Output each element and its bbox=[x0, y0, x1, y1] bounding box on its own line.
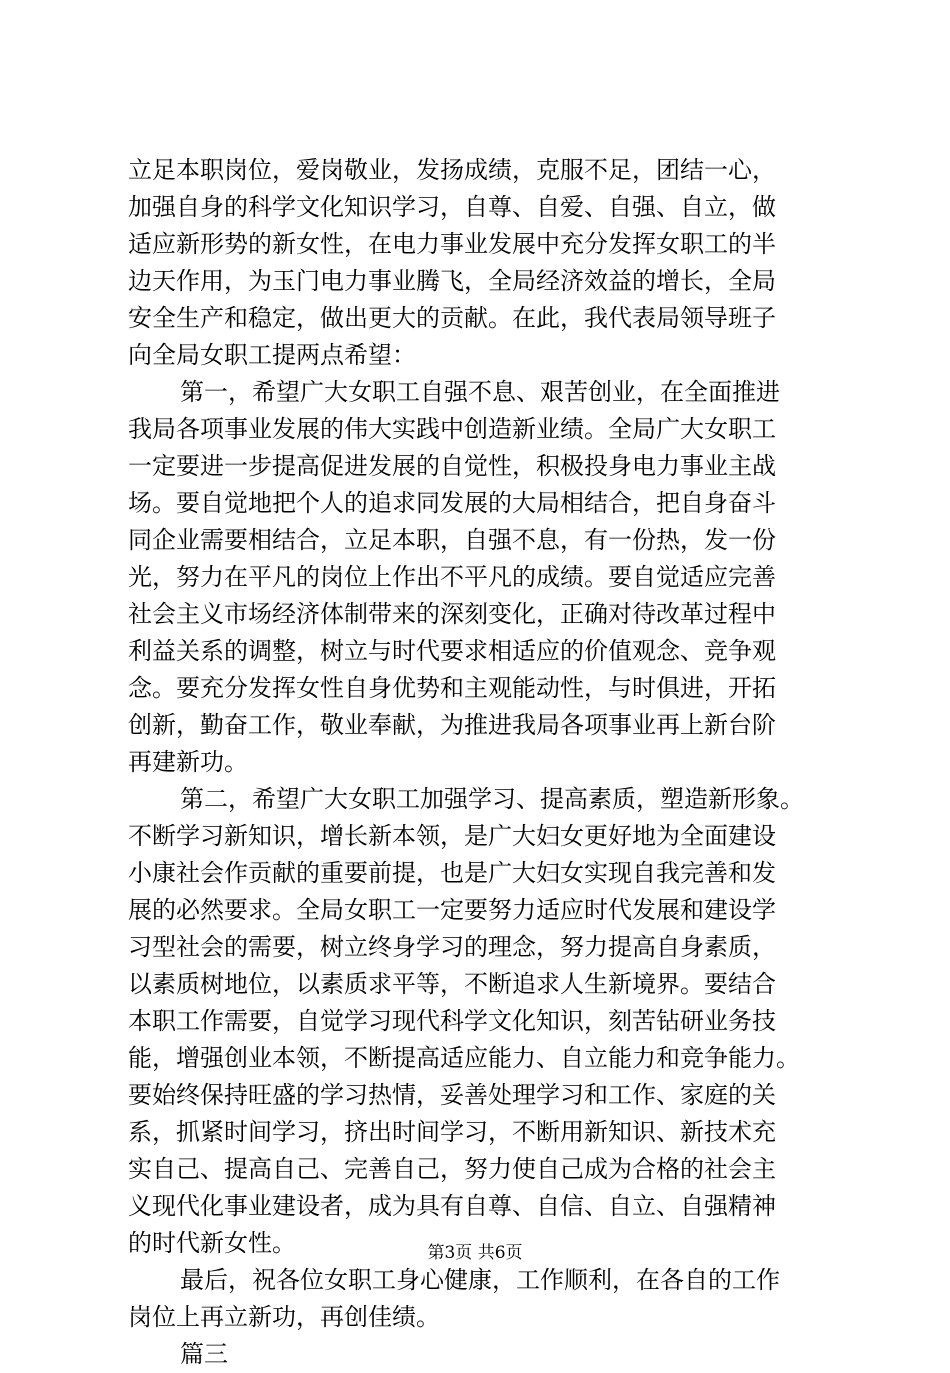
text-line: 光，努力在平凡的岗位上作出不平凡的成绩。要自觉适应完善 bbox=[128, 563, 776, 591]
text-line: 实自己、提高自己、完善自己，努力使自己成为合格的社会主 bbox=[128, 1155, 776, 1183]
text-line: 念。要充分发挥女性自身优势和主观能动性，与时俱进，开拓 bbox=[128, 674, 776, 702]
text-line: 向全局女职工提两点希望： bbox=[128, 341, 416, 369]
text-line: 一定要进一步提高促进发展的自觉性，积极投身电力事业主战 bbox=[128, 452, 776, 480]
section-heading: 篇三 bbox=[180, 1340, 228, 1368]
text-line: 系，抓紧时间学习，挤出时间学习，不断用新知识、新技术充 bbox=[128, 1118, 776, 1146]
text-line: 小康社会作贡献的重要前提，也是广大妇女实现自我完善和发 bbox=[128, 859, 776, 887]
text-line: 同企业需要相结合，立足本职，自强不息，有一份热，发一份 bbox=[128, 526, 776, 554]
text-line: 创新，勤奋工作，敬业奉献，为推进我局各项事业再上新台阶 bbox=[128, 711, 776, 739]
document-body bbox=[128, 152, 848, 1373]
text-line: 岗位上再立新功，再创佳绩。 bbox=[128, 1303, 440, 1331]
text-line: 利益关系的调整，树立与时代要求相适应的价值观念、竞争观 bbox=[128, 637, 776, 665]
text-line: 的时代新女性。 bbox=[128, 1229, 296, 1257]
text-line: 第二，希望广大女职工加强学习、提高素质，塑造新形象。 bbox=[180, 785, 804, 813]
text-line: 安全生产和稳定，做出更大的贡献。在此，我代表局领导班子 bbox=[128, 304, 776, 332]
text-line: 加强自身的科学文化知识学习，自尊、自爱、自强、自立，做 bbox=[128, 193, 776, 221]
text-line: 我局各项事业发展的伟大实践中创造新业绩。全局广大女职工 bbox=[128, 415, 776, 443]
text-line: 本职工作需要，自觉学习现代科学文化知识，刻苦钻研业务技 bbox=[128, 1007, 776, 1035]
text-line: 第一，希望广大女职工自强不息、艰苦创业，在全面推进 bbox=[180, 378, 780, 406]
text-line: 能，增强创业本领，不断提高适应能力、自立能力和竞争能力。 bbox=[128, 1044, 800, 1072]
page-footer: 第3页 共6页 bbox=[427, 1243, 523, 1263]
text-line: 边天作用，为玉门电力事业腾飞，全局经济效益的增长，全局 bbox=[128, 267, 776, 295]
text-line: 要始终保持旺盛的学习热情，妥善处理学习和工作、家庭的关 bbox=[128, 1081, 776, 1109]
text-line: 不断学习新知识，增长新本领，是广大妇女更好地为全面建设 bbox=[128, 822, 776, 850]
text-line: 最后，祝各位女职工身心健康，工作顺利，在各自的工作 bbox=[180, 1266, 780, 1294]
text-line: 适应新形势的新女性，在电力事业发展中充分发挥女职工的半 bbox=[128, 230, 776, 258]
text-line: 义现代化事业建设者，成为具有自尊、自信、自立、自强精神 bbox=[128, 1192, 776, 1220]
text-line: 以素质树地位，以素质求平等，不断追求人生新境界。要结合 bbox=[128, 970, 776, 998]
text-line: 立足本职岗位，爱岗敬业，发扬成绩，克服不足，团结一心， bbox=[128, 156, 776, 184]
text-line: 展的必然要求。全局女职工一定要努力适应时代发展和建设学 bbox=[128, 896, 776, 924]
text-line: 社会主义市场经济体制带来的深刻变化，正确对待改革过程中 bbox=[128, 600, 776, 628]
text-line: 场。要自觉地把个人的追求同发展的大局相结合，把自身奋斗 bbox=[128, 489, 776, 517]
text-line: 习型社会的需要，树立终身学习的理念，努力提高自身素质， bbox=[128, 933, 776, 961]
text-line: 再建新功。 bbox=[128, 748, 248, 776]
